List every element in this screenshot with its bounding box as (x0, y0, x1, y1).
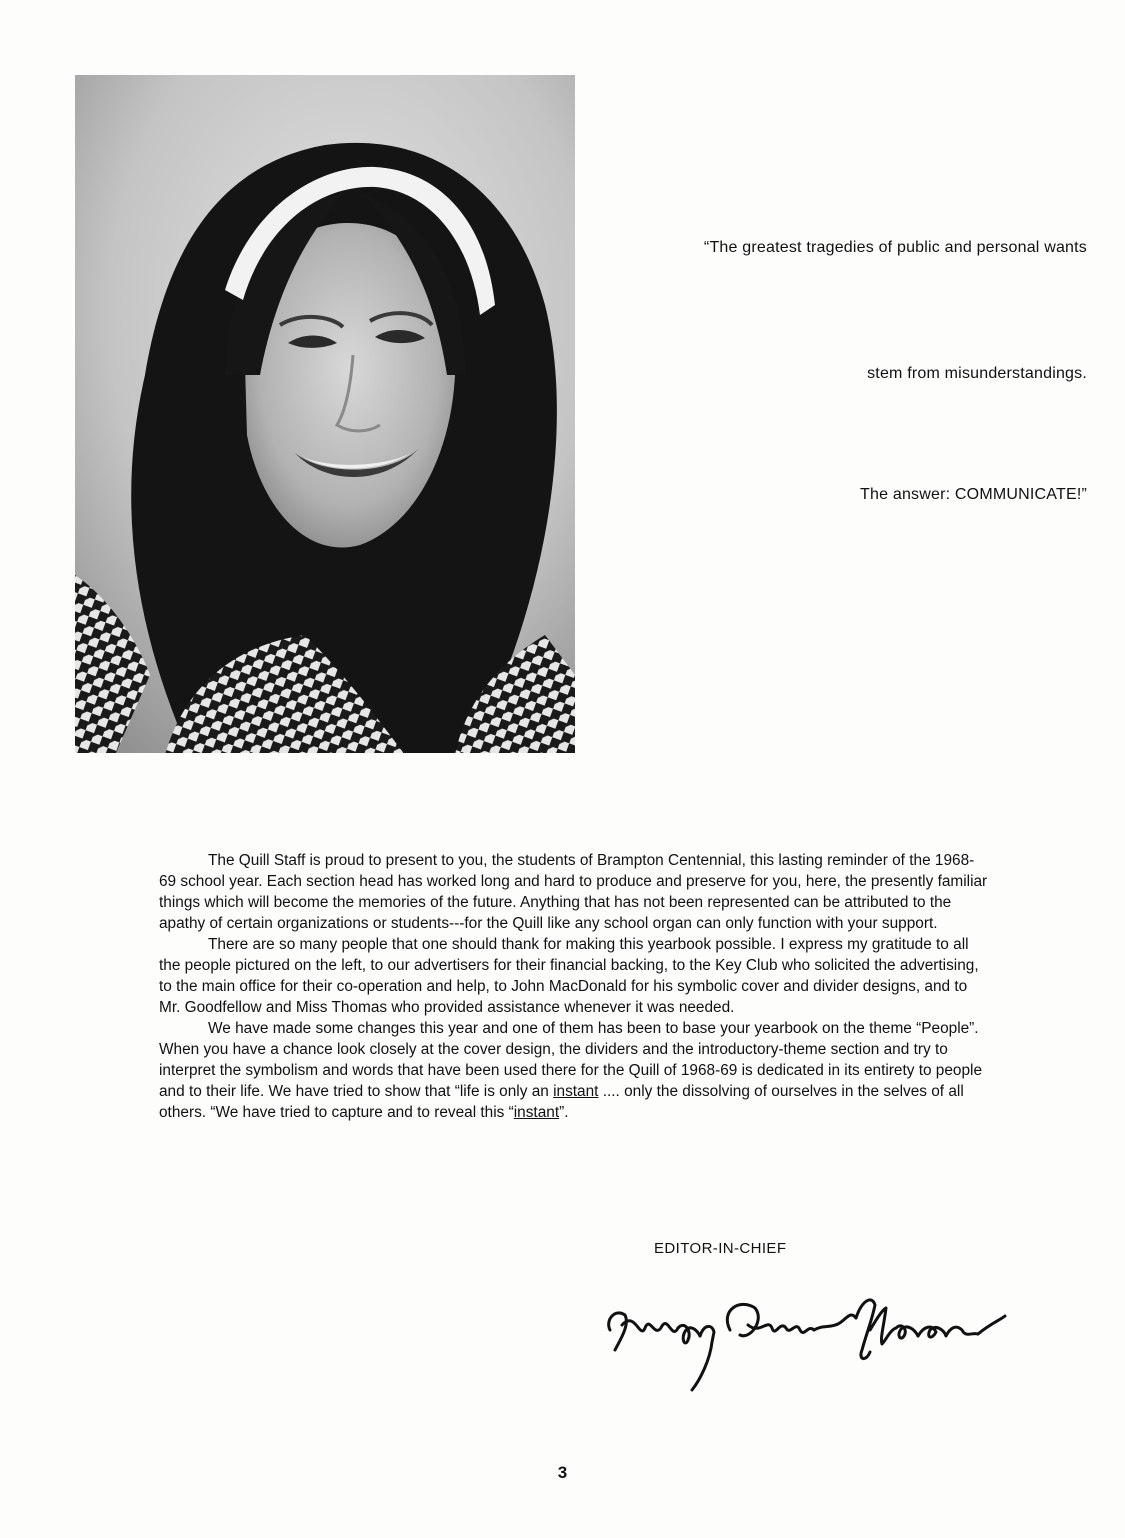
message-paragraph-3-text-b: .... only the dissolving of ourselves in the selves of all others. “We have tried to capture and to reveal this “ (159, 1083, 964, 1121)
quote-line-1: “The greatest tragedies of public and personal wants (703, 239, 1087, 256)
signature-text: Mary Ann Wilson (600, 1280, 608, 1281)
underlined-instant-1: instant (553, 1083, 599, 1100)
editor-message (159, 850, 989, 1123)
page-number: 3 (557, 1463, 568, 1482)
portrait-illustration (75, 75, 575, 753)
quote-line-3: The answer: COMMUNICATE!” (860, 486, 1087, 503)
quote-line-2: stem from misunderstandings. (867, 365, 1087, 382)
message-paragraph-1: The Quill Staff is proud to present to you, the students of Brampton Centennial, this lasting reminder of the 1968-69 school year. Each section head has worked long and hard to produce and preserve for you, here, the presently familiar things which will become the memories of the future. Anything that has not been represented can be attributed to the apathy of certain organizations or students---for the Quill like any school organ can only function with your support. (159, 852, 988, 932)
message-paragraph-3-text-c: ”. (559, 1104, 569, 1121)
editor-title: EDITOR-IN-CHIEF (654, 1240, 787, 1257)
underlined-instant-2: instant (513, 1104, 560, 1121)
message-paragraph-2: There are so many people that one should thank for making this yearbook possible. I express my gratitude to all the people pictured on the left, to our advertisers for their financial backing, to the Key Club who solicited the advertising, to the main office for their co-operation and help, to John MacDonald for his symbolic cover and divider designs, and to Mr. Goodfellow and Miss Thomas who provided assistance whenever it was needed. (159, 936, 979, 1016)
editor-portrait-photo (75, 75, 575, 753)
message-paragraph-3 (159, 1018, 989, 1123)
handwritten-signature (600, 1280, 1010, 1395)
message-paragraph-3-text-a: We have made some changes this year and one of them has been to base your yearbook on the theme “People”. When you have a chance look closely at the cover design, the dividers and the introductory-theme section and try to interpret the symbolism and words that have been used there for the Quill of 1968-69 is dedicated in its entirety to people and to their life. We have tried to show that “life is only an (159, 1020, 983, 1100)
